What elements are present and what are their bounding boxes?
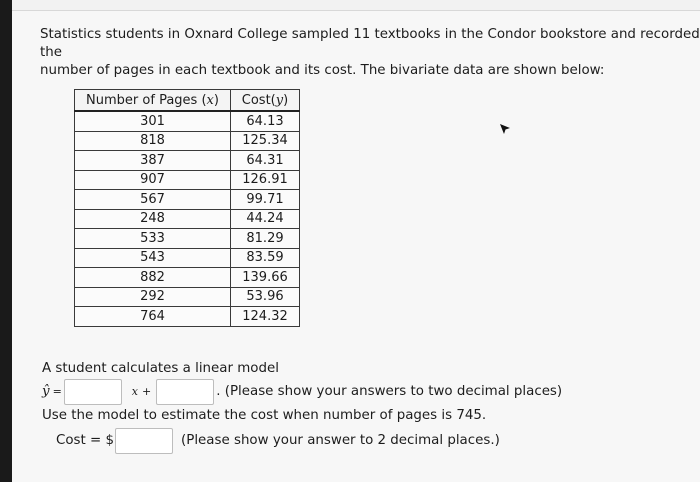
problem-line-1: Statistics students in Oxnard College sampled 11 textbooks in the Condor bookstore and recorded the [40,27,700,60]
intercept-input[interactable] [156,379,214,405]
cost-cell: 124.32 [231,307,300,327]
mouse-cursor-icon [498,122,512,136]
cost-cell: 53.96 [231,287,300,307]
problem-statement [40,26,700,80]
pages-cell: 292 [75,287,231,307]
table-row [75,248,300,268]
table-header-row [75,90,300,112]
pages-cell: 567 [75,190,231,210]
pages-cell: 764 [75,307,231,327]
pages-cell: 301 [75,111,231,131]
cost-cell: 64.31 [231,151,300,171]
table-row [75,190,300,210]
cost-column-header: Cost(y) [231,90,300,112]
x-variable: x [131,385,139,398]
pages-column-header: Number of Pages (x) [75,90,231,112]
table-row [75,131,300,151]
cost-cell: 99.71 [231,190,300,210]
problem-line-2: number of pages in each textbook and its cost. The bivariate data are shown below: [40,63,605,78]
pages-cell: 533 [75,229,231,249]
question-page [12,0,700,482]
pages-cell: 387 [75,151,231,171]
cost-cell: 81.29 [231,229,300,249]
pages-cell: 882 [75,268,231,288]
cost-decimal-note: (Please show your answer to 2 decimal places.) [181,433,500,448]
cost-input[interactable] [115,428,173,454]
pages-cell: 907 [75,170,231,190]
equals-sign: = [52,385,62,398]
two-decimal-note: . (Please show your answers to two decimal places) [216,384,563,399]
pages-cell: 543 [75,248,231,268]
model-equation-row [42,379,562,405]
cost-cell: 83.59 [231,248,300,268]
model-intro-text: A student calculates a linear model [42,361,279,376]
pages-cell: 248 [75,209,231,229]
slope-input[interactable] [64,379,122,405]
table-row [75,268,300,288]
table-row [75,307,300,327]
cost-answer-row [42,428,500,454]
cost-cell: 44.24 [231,209,300,229]
table-row [75,229,300,249]
plus-sign: + [142,385,152,398]
cost-cell: 125.34 [231,131,300,151]
cost-cell: 64.13 [231,111,300,131]
top-bar [12,0,700,11]
table-row [75,111,300,131]
bivariate-data-table [74,89,300,327]
cost-cell: 126.91 [231,170,300,190]
table-row [75,209,300,229]
pages-cell: 818 [75,131,231,151]
cost-cell: 139.66 [231,268,300,288]
y-hat-symbol: ŷ [42,384,50,399]
cost-label: Cost = $ [56,433,115,448]
estimate-prompt: Use the model to estimate the cost when number of pages is 745. [42,408,487,423]
table-row [75,287,300,307]
table-row [75,151,300,171]
table-row [75,170,300,190]
